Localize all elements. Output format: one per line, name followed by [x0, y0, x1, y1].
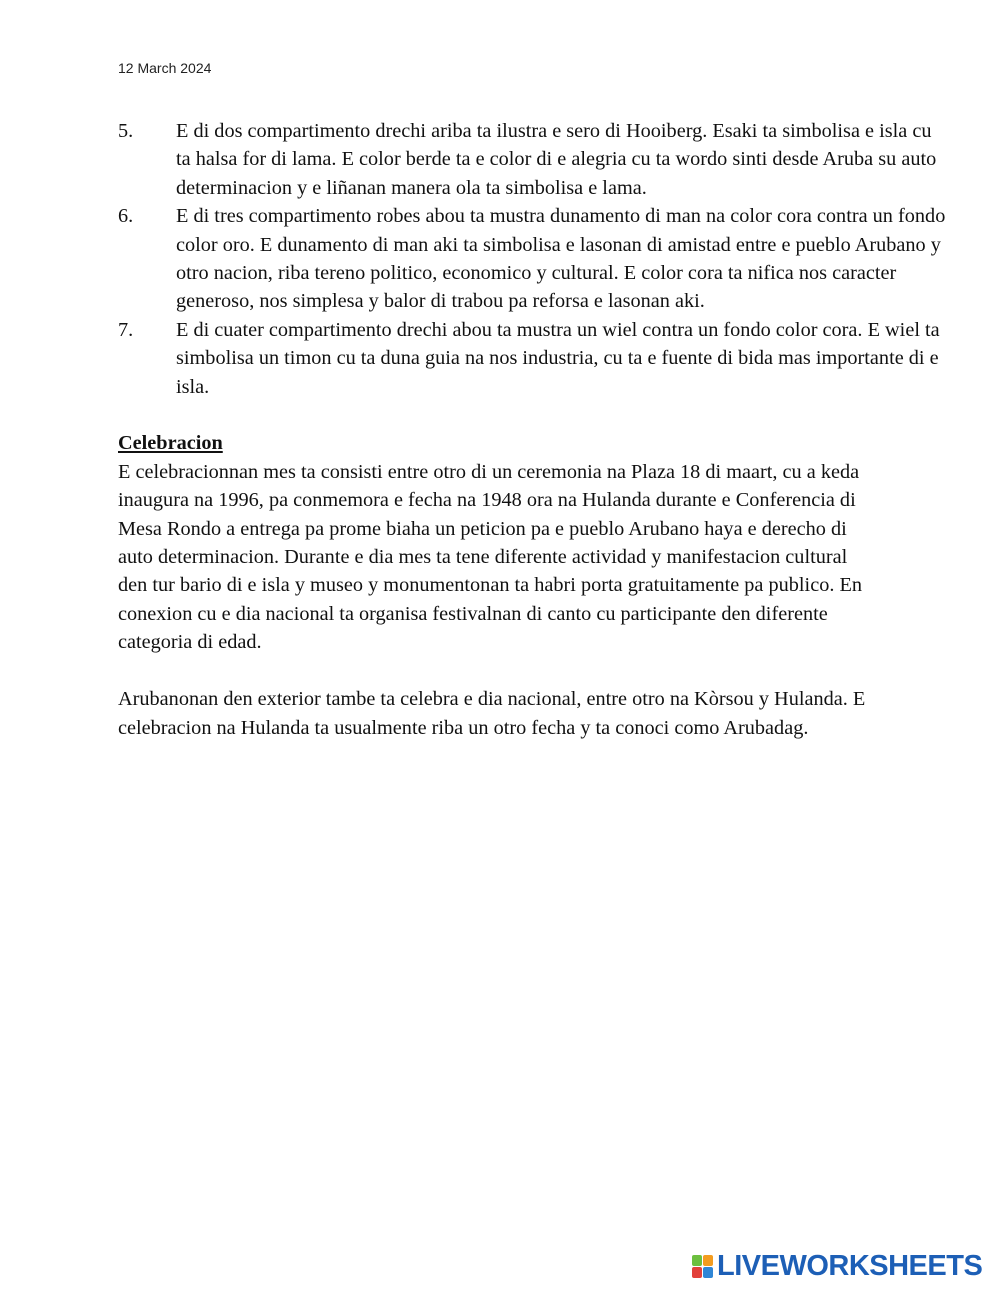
logo-text: LIVEWORKSHEETS — [717, 1250, 983, 1282]
list-number: 6. — [118, 205, 134, 228]
celebracion-paragraph: E celebracionnan mes ta consisti entre otro di un ceremonia na Plaza 18 di maart, cu a keda inaugura na 1996, pa conmemora e fecha na 1948 ora na Hulanda durante e Conferencia di Mesa Rondo a entrega pa prome biaha un peticion pa e pueblo Arubano haya e derecho di auto determinacion. Durante e dia mes ta tene diferente actividad y manifestacion cultural den tur bario di e isla y museo y monumentonan ta habri porta gratuitamente pa publico. En conexion cu e dia nacional ta organisa festivalnan di canto cu participante den diferente categoria di edad. — [118, 460, 863, 654]
logo-mark-tile — [703, 1255, 713, 1266]
exterior-paragraph: Arubanonan den exterior tambe ta celebra e dia nacional, entre otro na Kòrsou y Hulanda. E celebracion na Hulanda ta usualmente riba un otro fecha y ta conoci como Arubadag. — [118, 688, 866, 739]
liveworksheets-logo[interactable] — [692, 1252, 982, 1281]
logo-mark-tile — [703, 1267, 713, 1278]
list-item — [118, 316, 948, 401]
list-item — [118, 202, 948, 316]
list-number: 5. — [118, 120, 134, 142]
list-text: E di tres compartimento robes abou ta mustra dunamento di man na color cora contra un fondo color oro. E dunamento di man aki ta simbolisa e lasonan di amistad entre e pueblo Arubano y otro nacion, riba tereno politico, economico y cultural. E color cora ta nifica nos caracter generoso, nos simplesa y balor di trabou pa reforsa e lasonan aki. — [176, 205, 946, 313]
list-number: 7. — [118, 318, 134, 341]
list-text: E di dos compartimento drechi ariba ta ilustra e sero di Hooiberg. Esaki ta simbolisa e isla cu ta halsa for di lama. E color berde ta e color di e alegria cu ta wordo sinti desde Aruba su auto determinacion y e liñanan manera ola ta simbolisa e lama. — [176, 120, 937, 199]
section-title: Celebracion — [118, 432, 223, 455]
logo-mark-tile — [692, 1255, 702, 1266]
logo-mark-tile — [692, 1267, 702, 1278]
page-date: 12 March 2024 — [118, 60, 212, 76]
logo-mark-icon — [692, 1255, 713, 1278]
list-item — [118, 117, 948, 202]
document-body — [118, 117, 948, 742]
list-text: E di cuater compartimento drechi abou ta mustra un wiel contra un fondo color cora. E wiel ta simbolisa un timon cu ta duna guia na nos industria, cu ta e fuente di bida mas importante di e isla. — [176, 318, 940, 398]
